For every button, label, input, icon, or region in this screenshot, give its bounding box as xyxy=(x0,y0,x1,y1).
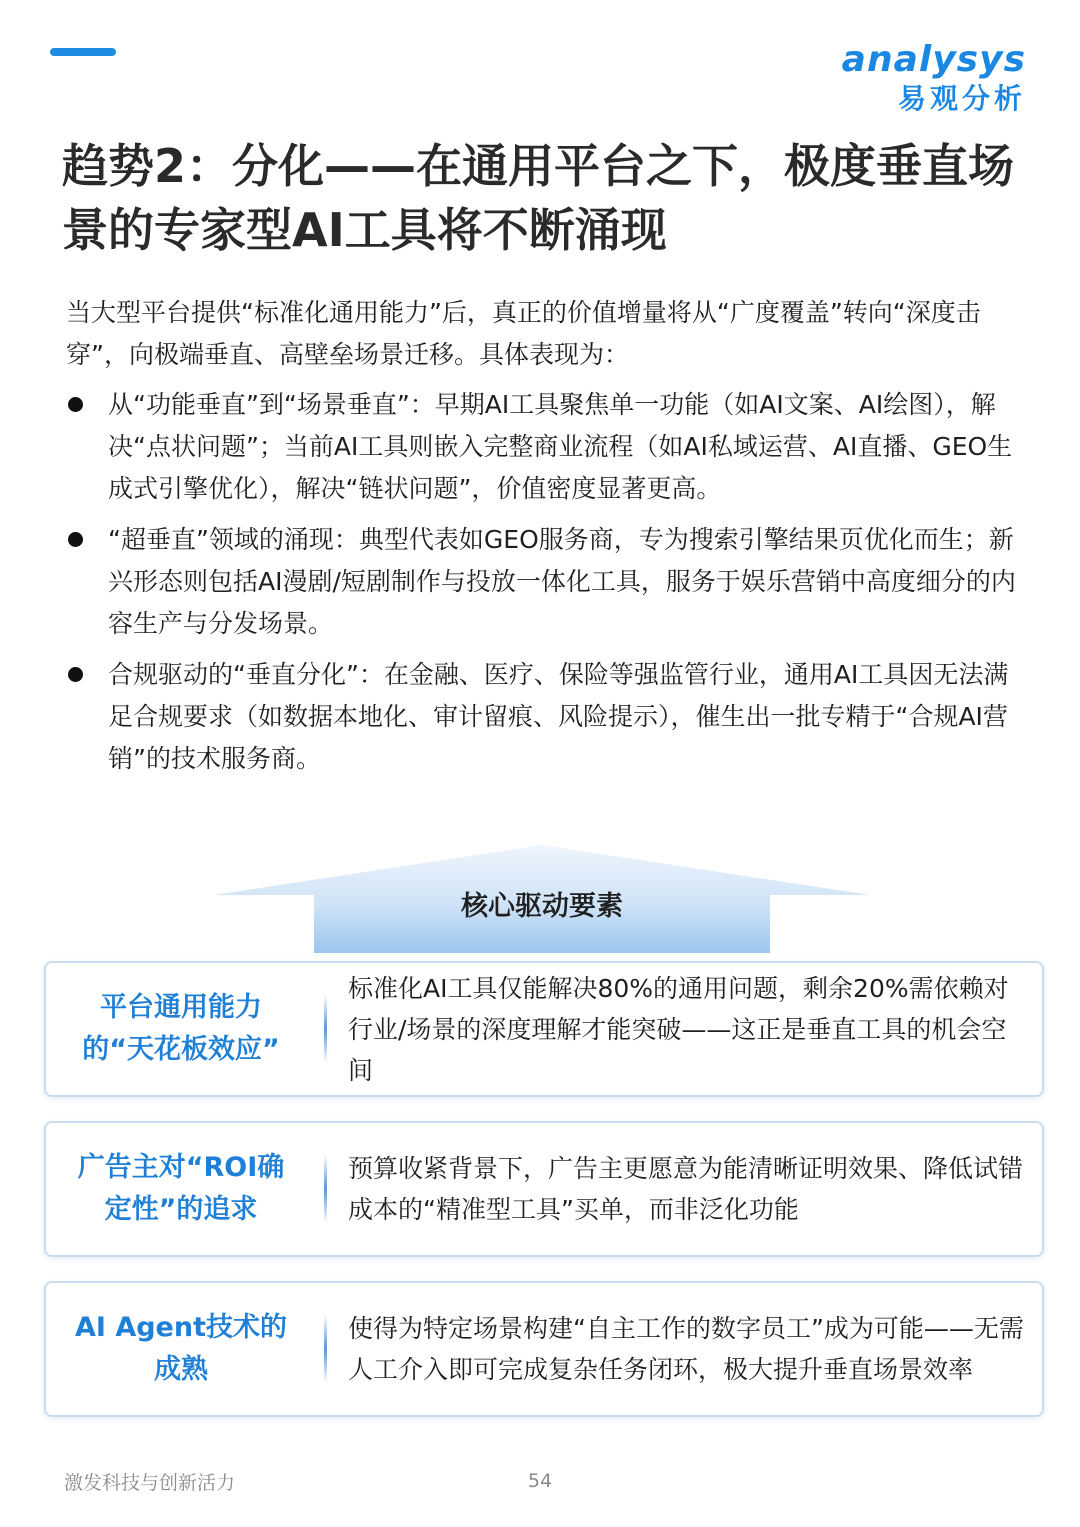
driver-card-title: 平台通用能力的“天花板效应” xyxy=(82,992,280,1065)
driver-card-desc: 标准化AI工具仅能解决80%的通用问题，剩余20%需依赖对行业/场景的深度理解才能突破——这正是垂直工具的机会空间 xyxy=(348,973,1009,1085)
bullet-item xyxy=(66,384,1026,510)
bullet-item xyxy=(66,519,1026,645)
bullet-text: 从“功能垂直”到“场景垂直”：早期AI工具聚焦单一功能（如AI文案、AI绘图），解决“点状问题”；当前AI工具则嵌入完整商业流程（如AI私域运营、AI直播、GEO生成式引擎优化），解决“链状问题”，价值密度显著更高。 xyxy=(108,390,1013,503)
bullet-item xyxy=(66,654,1026,780)
logo-wordmark: analysys xyxy=(841,39,1026,80)
bullet-text: “超垂直”领域的涌现：典型代表如GEO服务商，专为搜索引擎结果页优化而生；新兴形态则包括AI漫剧/短剧制作与投放一体化工具，服务于娱乐营销中高度细分的内容生产与分发场景。 xyxy=(108,525,1016,638)
driver-card-title: 广告主对“ROI确定性”的追求 xyxy=(77,1152,285,1225)
card-divider xyxy=(324,1315,327,1383)
card-divider xyxy=(324,1155,327,1223)
card-divider xyxy=(324,995,327,1063)
driver-card xyxy=(44,961,1044,1097)
driver-card xyxy=(44,1121,1044,1257)
brand-logo xyxy=(842,38,1026,116)
bullet-dot-icon xyxy=(68,397,83,412)
drivers-arrow-header xyxy=(214,845,870,953)
driver-card-title: AI Agent技术的成熟 xyxy=(74,1312,287,1385)
logo-chinese: 易观分析 xyxy=(897,82,1026,115)
driver-card xyxy=(44,1281,1044,1417)
driver-card-desc: 预算收紧背景下，广告主更愿意为能清晰证明效果、降低试错成本的“精准型工具”买单，而非泛化功能 xyxy=(348,1154,1024,1224)
bullet-dot-icon xyxy=(68,532,83,547)
driver-card-desc: 使得为特定场景构建“自主工作的数字员工”成为可能——无需人工介入即可完成复杂任务闭环，极大提升垂直场景效率 xyxy=(348,1314,1024,1384)
footer-slogan: 激发科技与创新活力 xyxy=(64,1472,236,1494)
bullet-dot-icon xyxy=(68,667,83,682)
accent-bar xyxy=(50,48,116,56)
page-title: 趋势2：分化——在通用平台之下，极度垂直场景的专家型AI工具将不断涌现 xyxy=(62,139,1015,257)
bullet-list xyxy=(66,384,1026,789)
drivers-heading: 核心驱动要素 xyxy=(461,891,623,922)
intro-paragraph: 当大型平台提供“标准化通用能力”后，真正的价值增量将从“广度覆盖”转向“深度击穿”，向极端垂直、高壁垒场景迁移。具体表现为： xyxy=(66,298,981,369)
bullet-text: 合规驱动的“垂直分化”：在金融、医疗、保险等强监管行业，通用AI工具因无法满足合规要求（如数据本地化、审计留痕、风险提示），催生出一批专精于“合规AI营销”的技术服务商。 xyxy=(108,660,1009,773)
page-number: 54 xyxy=(527,1470,553,1492)
